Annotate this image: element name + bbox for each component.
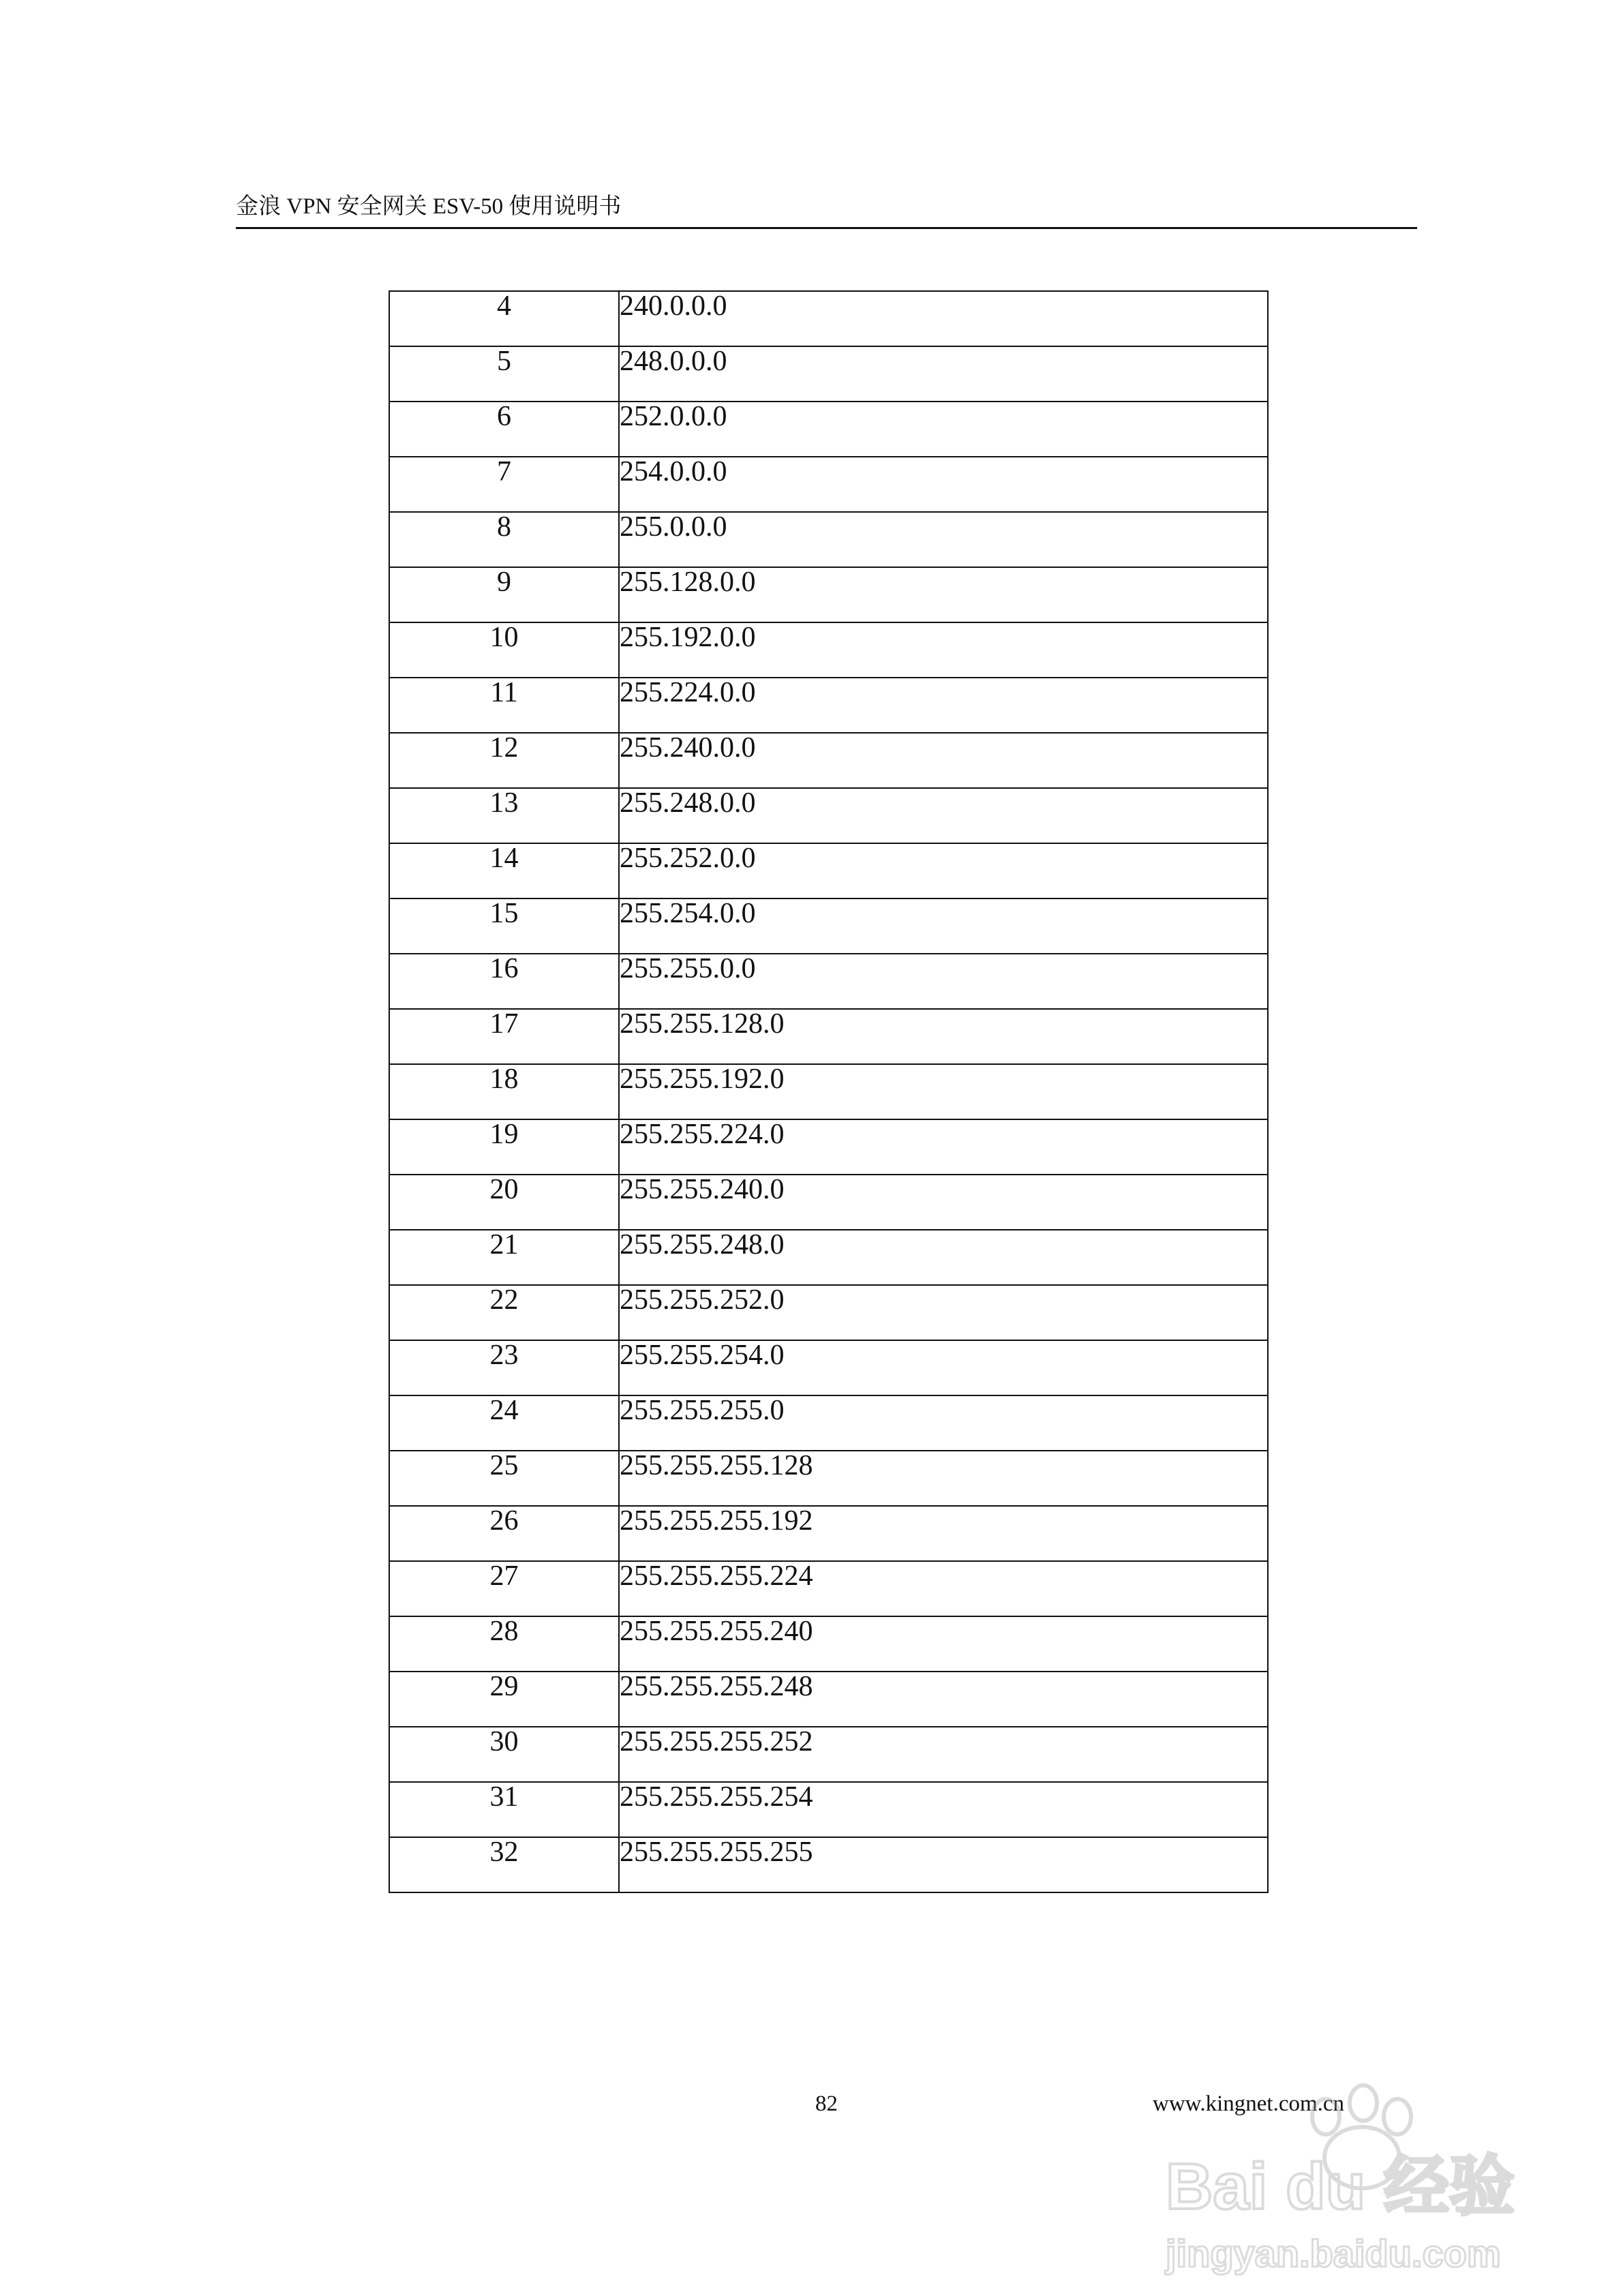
prefix-length-cell: 12: [389, 733, 619, 788]
header-divider: [236, 227, 1417, 229]
subnet-mask-cell: 255.255.0.0: [619, 954, 1268, 1009]
document-header-title: 金浪 VPN 安全网关 ESV-50 使用说明书: [236, 194, 622, 219]
prefix-length-cell: 15: [389, 898, 619, 954]
subnet-mask-cell: 255.255.252.0: [619, 1285, 1268, 1340]
subnet-mask-cell: 255.0.0.0: [619, 512, 1268, 567]
subnet-mask-cell: 255.255.255.240: [619, 1616, 1268, 1672]
subnet-mask-cell: 255.255.255.252: [619, 1727, 1268, 1782]
subnet-mask-cell: 255.192.0.0: [619, 622, 1268, 678]
subnet-mask-cell: 255.255.255.0: [619, 1395, 1268, 1451]
subnet-mask-cell: 255.224.0.0: [619, 678, 1268, 733]
prefix-length-cell: 10: [389, 622, 619, 678]
subnet-mask-cell: 255.128.0.0: [619, 567, 1268, 622]
table-row: [389, 346, 1268, 402]
subnet-mask-table: [389, 290, 1269, 1893]
subnet-mask-table-body: [389, 291, 1268, 1892]
table-row: [389, 1230, 1268, 1285]
subnet-mask-cell: 255.255.255.128: [619, 1451, 1268, 1506]
prefix-length-cell: 11: [389, 678, 619, 733]
table-row: [389, 1064, 1268, 1119]
table-row: [389, 1782, 1268, 1837]
table-row: [389, 622, 1268, 678]
prefix-length-cell: 9: [389, 567, 619, 622]
prefix-length-cell: 6: [389, 402, 619, 457]
prefix-length-cell: 4: [389, 291, 619, 346]
subnet-mask-cell: 255.255.255.254: [619, 1782, 1268, 1837]
table-row: [389, 1561, 1268, 1616]
table-row: [389, 567, 1268, 622]
prefix-length-cell: 7: [389, 457, 619, 512]
prefix-length-cell: 28: [389, 1616, 619, 1672]
subnet-mask-cell: 255.255.255.192: [619, 1506, 1268, 1561]
prefix-length-cell: 21: [389, 1230, 619, 1285]
table-row: [389, 843, 1268, 898]
subnet-mask-cell: 255.255.248.0: [619, 1230, 1268, 1285]
table-row: [389, 1672, 1268, 1727]
table-row: [389, 291, 1268, 346]
table-row: [389, 402, 1268, 457]
prefix-length-cell: 19: [389, 1119, 619, 1175]
prefix-length-cell: 26: [389, 1506, 619, 1561]
table-row: [389, 457, 1268, 512]
subnet-mask-cell: 240.0.0.0: [619, 291, 1268, 346]
table-row: [389, 954, 1268, 1009]
prefix-length-cell: 31: [389, 1782, 619, 1837]
table-row: [389, 1395, 1268, 1451]
subnet-mask-cell: 255.255.254.0: [619, 1340, 1268, 1395]
table-row: [389, 1175, 1268, 1230]
subnet-mask-cell: 255.255.255.255: [619, 1837, 1268, 1892]
subnet-mask-cell: 255.254.0.0: [619, 898, 1268, 954]
prefix-length-cell: 22: [389, 1285, 619, 1340]
watermark-site-text: jingyan.baidu.com: [1166, 2232, 1501, 2275]
prefix-length-cell: 20: [389, 1175, 619, 1230]
table-row: [389, 512, 1268, 567]
subnet-mask-cell: 248.0.0.0: [619, 346, 1268, 402]
subnet-mask-cell: 255.255.255.224: [619, 1561, 1268, 1616]
table-row: [389, 1837, 1268, 1892]
table-row: [389, 1340, 1268, 1395]
prefix-length-cell: 27: [389, 1561, 619, 1616]
subnet-mask-cell: 255.255.192.0: [619, 1064, 1268, 1119]
subnet-mask-cell: 255.255.128.0: [619, 1009, 1268, 1064]
subnet-mask-cell: 255.252.0.0: [619, 843, 1268, 898]
table-row: [389, 1119, 1268, 1175]
prefix-length-cell: 5: [389, 346, 619, 402]
table-row: [389, 1506, 1268, 1561]
table-row: [389, 788, 1268, 843]
prefix-length-cell: 13: [389, 788, 619, 843]
subnet-mask-cell: 255.255.255.248: [619, 1672, 1268, 1727]
table-row: [389, 733, 1268, 788]
subnet-mask-cell: 255.248.0.0: [619, 788, 1268, 843]
subnet-mask-cell: 252.0.0.0: [619, 402, 1268, 457]
table-row: [389, 898, 1268, 954]
table-row: [389, 1616, 1268, 1672]
prefix-length-cell: 23: [389, 1340, 619, 1395]
prefix-length-cell: 32: [389, 1837, 619, 1892]
prefix-length-cell: 8: [389, 512, 619, 567]
table-row: [389, 1727, 1268, 1782]
table-row: [389, 678, 1268, 733]
prefix-length-cell: 29: [389, 1672, 619, 1727]
page-number: 82: [815, 2091, 838, 2116]
subnet-mask-cell: 255.255.240.0: [619, 1175, 1268, 1230]
prefix-length-cell: 25: [389, 1451, 619, 1506]
footer-url: www.kingnet.com.cn: [1153, 2091, 1345, 2116]
subnet-mask-cell: 254.0.0.0: [619, 457, 1268, 512]
subnet-mask-cell: 255.255.224.0: [619, 1119, 1268, 1175]
prefix-length-cell: 18: [389, 1064, 619, 1119]
prefix-length-cell: 17: [389, 1009, 619, 1064]
table-row: [389, 1451, 1268, 1506]
prefix-length-cell: 16: [389, 954, 619, 1009]
watermark-logo-text: Bai du 经验: [1166, 2150, 1515, 2223]
table-row: [389, 1009, 1268, 1064]
prefix-length-cell: 14: [389, 843, 619, 898]
subnet-mask-cell: 255.240.0.0: [619, 733, 1268, 788]
prefix-length-cell: 24: [389, 1395, 619, 1451]
prefix-length-cell: 30: [389, 1727, 619, 1782]
table-row: [389, 1285, 1268, 1340]
